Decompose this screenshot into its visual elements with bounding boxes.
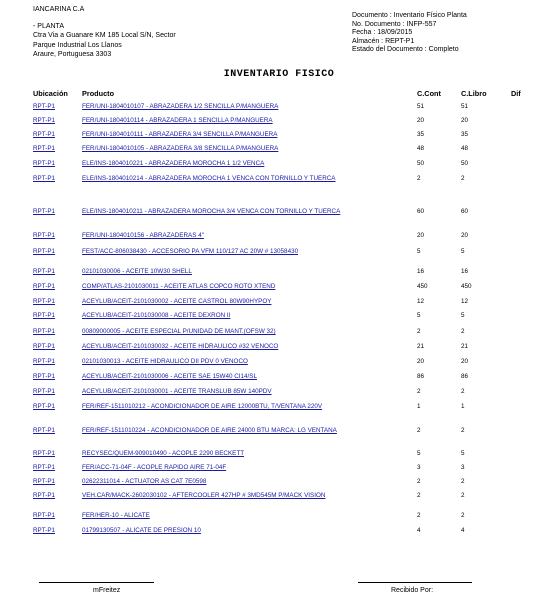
table-row [0, 175, 558, 187]
book-quantity: 20 [461, 117, 469, 124]
table-row [0, 343, 558, 355]
location-link[interactable]: RPT-P1 [33, 145, 56, 152]
table-row [0, 160, 558, 172]
product-link[interactable]: ACEYLUB/ACEIT-2101030001 - ACEITE TRANSLUB 85W 140PDV [82, 388, 272, 395]
counted-quantity: 5 [417, 450, 421, 457]
location-link[interactable]: RPT-P1 [33, 450, 56, 457]
column-header-location: Ubicación [33, 89, 68, 98]
book-quantity: 2 [461, 492, 465, 499]
product-link[interactable]: COMP/ATLAS-2101030011 - ACEITE ATLAS COPCO ROTO XTEND [82, 283, 276, 290]
book-quantity: 2 [461, 388, 465, 395]
book-quantity: 86 [461, 373, 469, 380]
counted-quantity: 48 [417, 145, 425, 152]
book-quantity: 2 [461, 478, 465, 485]
counted-quantity: 3 [417, 464, 421, 471]
product-link[interactable]: FER/ACC-71-04F - ACOPLE RAPIDO AIRE 71-04F [82, 464, 227, 471]
counted-quantity: 1 [417, 403, 421, 410]
counted-quantity: 4 [417, 527, 421, 534]
product-link[interactable]: 02101030013 - ACEITE HIDRAULICO DII PDV 0 VENOCO [82, 358, 248, 365]
table-row [0, 464, 558, 476]
company-address-line1: Ctra Via a Guanare KM 185 Local S/N, Sector [33, 32, 176, 40]
table-row [0, 232, 558, 244]
table-row [0, 527, 558, 539]
company-name: IANCARINA C.A [33, 6, 85, 13]
company-header [33, 5, 176, 60]
document-date: Fecha : 18/09/2015 [352, 29, 413, 36]
column-header-diff: Dif [511, 89, 521, 98]
table-row [0, 248, 558, 260]
product-link[interactable]: RECYSEC/QUEM-909010490 - ACOPLE 2290 BECKETT [82, 450, 245, 457]
book-quantity: 12 [461, 298, 469, 305]
counted-quantity: 2 [417, 512, 421, 519]
table-row [0, 478, 558, 490]
counted-quantity: 2 [417, 328, 421, 335]
product-link[interactable]: 02101030006 - ACEITE 10W30 SHELL [82, 268, 192, 275]
book-quantity: 3 [461, 464, 465, 471]
table-row [0, 328, 558, 340]
book-quantity: 51 [461, 103, 469, 110]
location-link[interactable]: RPT-P1 [33, 160, 56, 167]
counted-quantity: 16 [417, 268, 425, 275]
counted-quantity: 2 [417, 388, 421, 395]
book-quantity: 20 [461, 232, 469, 239]
book-quantity: 2 [461, 427, 465, 434]
product-link[interactable]: ELE/INS-1804010211 - ABRAZADERA MOROCHA 3/4 VENCA CON TORNILLO Y TUERCA [82, 208, 341, 215]
table-row [0, 427, 558, 439]
book-quantity: 21 [461, 343, 469, 350]
location-link[interactable]: RPT-P1 [33, 283, 56, 290]
location-link[interactable]: RPT-P1 [33, 403, 56, 410]
table-row [0, 145, 558, 157]
product-link[interactable]: 01799130507 - ALICATE DE PRESION 10 [82, 527, 201, 534]
counted-quantity: 2 [417, 478, 421, 485]
location-link[interactable]: RPT-P1 [33, 527, 56, 534]
location-link[interactable]: RPT-P1 [33, 358, 56, 365]
book-quantity: 4 [461, 527, 465, 534]
location-link[interactable]: RPT-P1 [33, 131, 56, 138]
location-link[interactable]: RPT-P1 [33, 298, 56, 305]
column-header-counted: C.Cont [417, 89, 441, 98]
product-link[interactable]: FER/UNI-1804010156 - ABRAZADERAS 4" [82, 232, 204, 239]
table-row [0, 312, 558, 324]
book-quantity: 5 [461, 312, 465, 319]
table-row [0, 492, 558, 504]
location-link[interactable]: RPT-P1 [33, 103, 56, 110]
product-link[interactable]: 02622311014 - ACTUATOR AS CAT 7E0598 [82, 478, 207, 485]
location-link[interactable]: RPT-P1 [33, 492, 56, 499]
book-quantity: 2 [461, 328, 465, 335]
counted-quantity: 35 [417, 131, 425, 138]
product-link[interactable]: FER/UNI-1804010111 - ABRAZADERA 3/4 SENCILLA P/MANGUERA [82, 131, 278, 138]
book-quantity: 20 [461, 358, 469, 365]
product-link[interactable]: FER/UNI-1804010107 - ABRAZADERA 1/2 SENCILLA P/MANGUERA [82, 103, 279, 110]
product-link[interactable]: FEST/ACC-806038430 - ACCESORIO PA VFM 110/127 AC 20W # 13058430 [82, 248, 299, 255]
table-row [0, 298, 558, 310]
location-link[interactable]: RPT-P1 [33, 427, 56, 434]
counted-quantity: 60 [417, 208, 425, 215]
counted-quantity: 2 [417, 427, 421, 434]
location-link[interactable]: RPT-P1 [33, 175, 56, 182]
product-link[interactable]: FER/REF-1511010212 - ACONDICIONADOR DE AIRE 12000BTU, T/VENTANA 220V [82, 403, 323, 410]
book-quantity: 35 [461, 131, 469, 138]
signature-name-left: mFreitez [93, 587, 121, 594]
book-quantity: 16 [461, 268, 469, 275]
book-quantity: 2 [461, 512, 465, 519]
signature-line-right [358, 582, 472, 583]
product-link[interactable]: FER/REF-1511010224 - ACONDICIONADOR DE AIRE 24000 BTU MARCA: LG VENTANA [82, 427, 337, 434]
product-link[interactable]: ACEYLUB/ACEIT-2101030006 - ACEITE SAE 15W40 CI14/SL [82, 373, 258, 380]
company-branch: - PLANTA [33, 22, 64, 30]
table-row [0, 450, 558, 462]
company-address-line2: Parque Industrial Los Llanos [33, 41, 122, 49]
book-quantity: 48 [461, 145, 469, 152]
book-quantity: 1 [461, 403, 465, 410]
location-link[interactable]: RPT-P1 [33, 248, 56, 255]
counted-quantity: 21 [417, 343, 425, 350]
book-quantity: 5 [461, 248, 465, 255]
product-link[interactable]: ELE/INS-1804010214 - ABRAZADERA MOROCHA 1 VENCA CON TORNILLO Y TUERCA [82, 175, 336, 182]
table-row [0, 403, 558, 415]
counted-quantity: 20 [417, 358, 425, 365]
location-link[interactable]: RPT-P1 [33, 512, 56, 519]
company-address-line3: Araure, Portuguesa 3303 [33, 51, 112, 59]
document-warehouse: Almacén : REPT-P1 [352, 37, 415, 45]
location-link[interactable]: RPT-P1 [33, 117, 56, 124]
location-link[interactable]: RPT-P1 [33, 343, 56, 350]
product-link[interactable]: FER/UNI-1804010105 - ABRAZADERA 3/8 SENCILLA P/MANGUERA [82, 145, 279, 152]
table-row [0, 388, 558, 400]
table-row [0, 208, 558, 220]
product-link[interactable]: FER/UNI-1804010114 - ABRAZADERA 1 SENCILLA P/MANGUERA [82, 117, 273, 124]
document-type: Documento : Inventario Físico Planta [352, 12, 467, 19]
book-quantity: 2 [461, 175, 465, 182]
location-link[interactable]: RPT-P1 [33, 232, 56, 239]
location-link[interactable]: RPT-P1 [33, 208, 56, 215]
product-link[interactable]: ACEYLUB/ACEIT-2101030032 - ACEITE HIDRAULICO #32 VENOCO [82, 343, 279, 350]
counted-quantity: 5 [417, 312, 421, 319]
counted-quantity: 20 [417, 117, 425, 124]
counted-quantity: 86 [417, 373, 425, 380]
document-status: Estado del Documento : Completo [352, 46, 459, 53]
product-link[interactable]: ACEYLUB/ACEIT-2101030002 - ACEITE CASTROL 80W90HYPOY [82, 298, 272, 305]
counted-quantity: 450 [417, 283, 428, 290]
product-link[interactable]: ACEYLUB/ACEIT-2101030008 - ACEITE DEXRON II [82, 312, 231, 319]
table-row [0, 358, 558, 370]
location-link[interactable]: RPT-P1 [33, 373, 56, 380]
location-link[interactable]: RPT-P1 [33, 328, 56, 335]
product-link[interactable]: VEH.CAR/MACK-2602030102 - AFTERCOOLER 427HP # 3MD545M P/MACK VISION [82, 492, 326, 499]
location-link[interactable]: RPT-P1 [33, 464, 56, 471]
counted-quantity: 2 [417, 175, 421, 182]
signature-label-right: Recibido Por: [391, 587, 434, 594]
location-link[interactable]: RPT-P1 [33, 388, 56, 395]
counted-quantity: 12 [417, 298, 425, 305]
product-link[interactable]: ELE/INS-1804010221 - ABRAZADERA MOROCHA 1 1/2 VENCA [82, 160, 265, 167]
table-row [0, 268, 558, 280]
table-row [0, 103, 558, 115]
counted-quantity: 5 [417, 248, 421, 255]
location-link[interactable]: RPT-P1 [33, 268, 56, 275]
book-quantity: 5 [461, 450, 465, 457]
document-info [352, 12, 467, 55]
counted-quantity: 51 [417, 103, 425, 110]
signature-line-left [39, 582, 154, 583]
counted-quantity: 2 [417, 492, 421, 499]
document-number: No. Documento : INFP-557 [352, 20, 437, 28]
table-row [0, 283, 558, 295]
table-row [0, 512, 558, 524]
book-quantity: 60 [461, 208, 469, 215]
product-link[interactable]: 00809000005 - ACEITE ESPECIAL P/UNIDAD DE MANT.(OFSW 32) [82, 328, 276, 335]
table-row [0, 373, 558, 385]
location-link[interactable]: RPT-P1 [33, 312, 56, 319]
counted-quantity: 20 [417, 232, 425, 239]
column-header-book: C.Libro [461, 89, 487, 98]
book-quantity: 50 [461, 160, 469, 167]
column-header-product: Producto [82, 89, 115, 98]
table-row [0, 117, 558, 129]
counted-quantity: 50 [417, 160, 425, 167]
product-link[interactable]: FER/HER-10 - ALICATE [82, 512, 150, 519]
report-title: INVENTARIO FISICO [223, 69, 335, 80]
book-quantity: 450 [461, 283, 472, 290]
location-link[interactable]: RPT-P1 [33, 478, 56, 485]
table-row [0, 131, 558, 143]
